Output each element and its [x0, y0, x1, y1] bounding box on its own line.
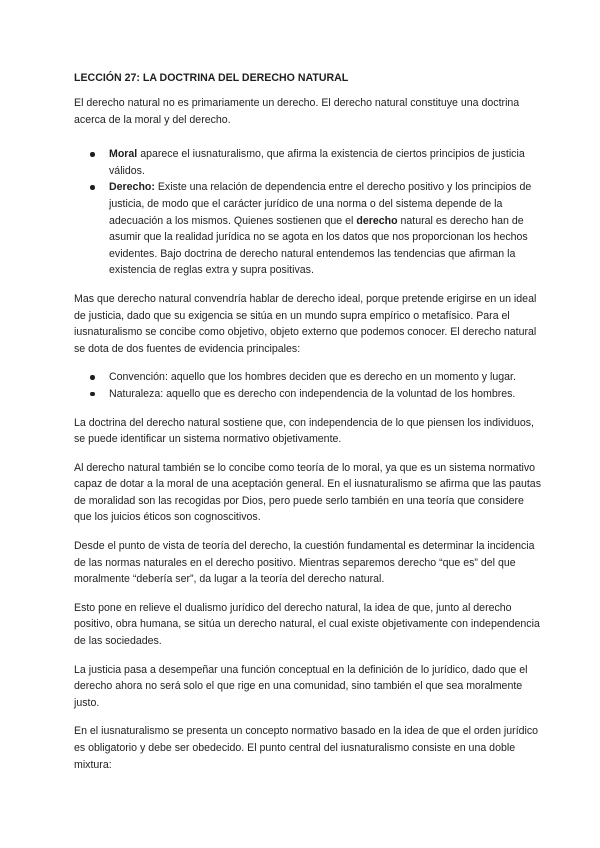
teoria-derecho-paragraph: Desde el punto de vista de teoría del derecho, la cuestión fundamental es determinar la incidencia de las normas naturales en el derecho positivo. Mientras separemos derecho “que es” del que moralmente “debería ser”, da lugar a la teoría del derecho natural. — [74, 540, 535, 586]
list-item-moral — [109, 146, 542, 179]
derecho-text-b: natural es derecho han de asumir que la realidad jurídica no se agota en los datos que nos proporcionan los hechos evidentes. Bajo doctrina de derecho natural entendemos las tendencias que afirman la existencia de reglas extra y supra positivas. — [109, 214, 528, 277]
list-item-derecho — [109, 179, 542, 279]
intro-paragraph: El derecho natural no es primariamente un derecho. El derecho natural constituye una doctrina acerca de la moral y del derecho. — [74, 97, 520, 126]
derecho-bold-word: derecho — [356, 214, 398, 227]
teoria-moral-paragraph: Al derecho natural también se lo concibe como teoría de lo moral, ya que es un sistema normativo capaz de dotar a la moral de una aceptación general. En el iusnaturalismo se afirma que las pautas de moralidad son las recogidas por Dios, pero puede serlo también en una teoría que considere que los juicios éticos son cognoscitivos. — [74, 461, 541, 524]
derecho-text-a: Existe una relación de dependencia entre el derecho positivo y los principios de justicia, de modo que el carácter jurídico de una norma o del sistema depende de la adecuación a los mismos. Quienes sostienen que el — [109, 181, 532, 227]
term-derecho: Derecho: — [109, 181, 155, 194]
list-item-naturaleza: Naturaleza: aquello que es derecho con independencia de la voluntad de los hombres. — [109, 386, 542, 403]
evidence-sources-list — [74, 369, 542, 402]
lesson-title: LECCIÓN 27: LA DOCTRINA DEL DERECHO NATURAL — [74, 72, 349, 84]
moral-text: aparece el iusnaturalismo, que afirma la existencia de ciertos principios de justicia válidos. — [109, 148, 525, 177]
derecho-ideal-paragraph: Mas que derecho natural convendría hablar de derecho ideal, porque pretende erigirse en un ideal de justicia, dado que su exigencia se sitúa en un mundo supra empírico o metafísico. Para el iusnaturalismo se concibe como objetivo, objeto externo que podemos conocer. El derecho natural se dota de dos fuentes de evidencia principales: — [74, 292, 537, 355]
concepto-normativo-paragraph: En el iusnaturalismo se presenta un concepto normativo basado en la idea de que el orden jurídico es obligatorio y debe ser obedecido. El punto central del iusnaturalismo consiste en una doble mixtura: — [74, 725, 539, 771]
moral-derecho-list — [74, 146, 542, 279]
doctrina-paragraph: La doctrina del derecho natural sostiene que, con independencia de lo que piensen los individuos, se puede identificar un sistema normativo objetivamente. — [74, 416, 534, 446]
justicia-paragraph: La justicia pasa a desempeñar una función conceptual en la definición de lo jurídico, dado que el derecho ahora no será solo el que rige en una comunidad, sino también el que sea moralmente justo. — [74, 663, 528, 709]
term-moral: Moral — [109, 148, 138, 161]
list-item-convencion: Convención: aquello que los hombres deciden que es derecho en un momento y lugar. — [109, 369, 542, 386]
dualismo-paragraph: Esto pone en relieve el dualismo jurídico del derecho natural, la idea de que, junto al derecho positivo, obra humana, se sitúa un derecho natural, el cual existe objetivamente con independencia de las sociedades. — [74, 601, 540, 648]
